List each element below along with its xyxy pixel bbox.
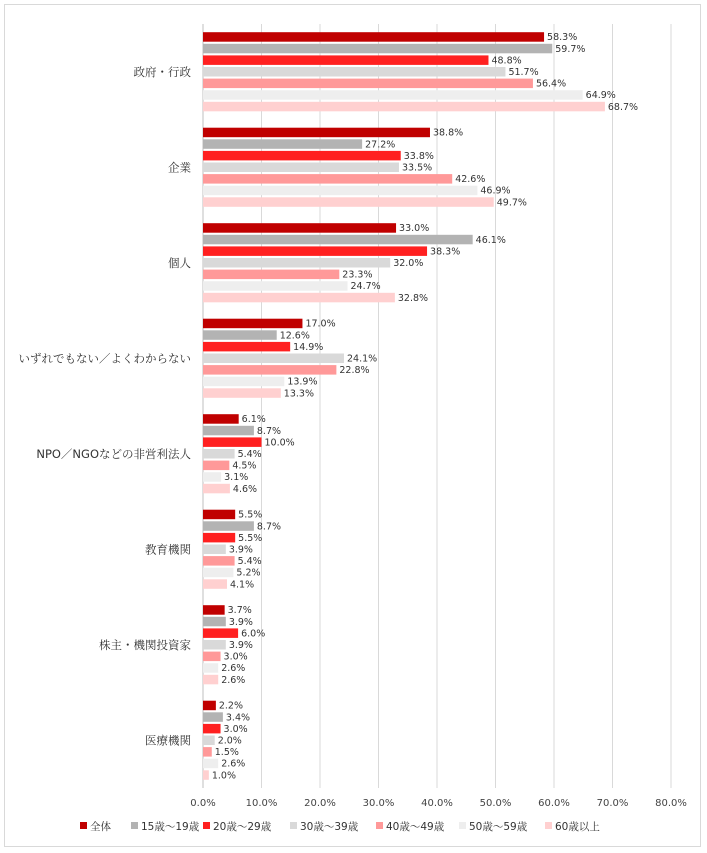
category-label: 教育機関 [145,542,191,557]
data-label: 5.5% [238,509,263,521]
bar [203,270,339,280]
legend [80,820,600,833]
bar [203,342,290,352]
legend-entry: 30歳～39歳 [300,821,359,833]
x-tick-label: 40.0% [421,798,453,809]
data-label: 3.1% [224,472,249,484]
bar [203,712,223,722]
data-label: 14.9% [293,341,324,353]
bar [203,770,209,780]
data-label: 33.5% [401,162,433,174]
data-label: 59.7% [555,43,586,55]
legend-entry: 20歳～29歳 [213,821,272,833]
data-label: 32.0% [393,258,424,269]
data-label: 48.8% [491,55,522,67]
x-tick-label: 80.0% [655,798,687,809]
bar [203,472,221,482]
category-label: 政府・行政 [133,64,191,79]
data-label: 6.0% [241,628,266,640]
bar [203,701,216,711]
bar [203,759,218,769]
data-label: 27.2% [365,139,396,151]
bar [203,235,473,245]
bar [203,281,347,291]
data-label: 2.6% [221,663,246,675]
bar [203,258,390,268]
category-label: いずれでもない／よくわからない [18,351,191,366]
data-label: 10.0% [264,437,295,449]
bar [203,319,302,329]
bar [203,449,235,459]
data-label: 8.7% [256,521,282,533]
data-label: 2.0% [217,735,242,747]
category-label: 医療機関 [145,733,191,748]
bar [203,197,494,207]
bar [203,461,229,471]
data-label: 4.6% [232,483,258,495]
data-label: 1.0% [211,770,236,782]
data-label: 8.7% [256,425,282,437]
category-label: 株主・機関投資家 [99,637,191,652]
legend-swatch [131,822,138,829]
bar [203,174,452,184]
bar [203,151,401,161]
x-tick-label: 50.0% [479,798,512,809]
x-tick-label: 20.0% [304,798,336,809]
bar [203,163,399,173]
x-tick-label: 70.0% [596,798,629,809]
bar [203,102,605,112]
data-label: 56.4% [535,78,567,90]
bar [203,617,226,627]
category-label: NPO／NGOなどの非営利法人 [36,446,191,461]
x-tick-label: 60.0% [538,798,570,809]
data-label: 64.9% [585,90,616,102]
bar [203,388,281,398]
data-label: 58.3% [547,32,578,44]
legend-swatch [459,822,466,829]
legend-entry: 50歳～59歳 [469,821,528,833]
bar [203,365,336,375]
bar [203,79,533,89]
data-label: 42.6% [455,174,486,186]
data-label: 4.5% [232,460,257,472]
data-label: 3.9% [228,640,253,651]
data-label: 5.2% [236,567,261,579]
bar [203,426,254,436]
data-label: 3.0% [223,651,248,663]
data-label: 51.7% [508,67,539,78]
bar [203,579,227,589]
data-label: 3.7% [227,605,252,617]
legend-entry: 15歳～19歳 [141,821,200,833]
data-label: 68.7% [607,101,639,113]
bar [203,293,395,303]
bar [203,545,226,555]
bar [203,223,396,233]
data-label: 5.4% [237,556,262,568]
bar [203,44,552,54]
bar [203,414,239,424]
bar [203,568,233,578]
data-label: 6.1% [241,414,266,426]
data-label: 38.8% [432,127,464,139]
bar [203,510,235,520]
x-tick-label: 0.0% [190,798,216,809]
bar [203,605,225,615]
data-label: 3.0% [223,723,248,735]
legend-swatch [290,822,297,829]
data-label: 13.9% [287,376,318,388]
data-label: 46.1% [475,234,506,246]
bar [203,437,262,447]
data-label: 2.6% [221,758,246,770]
data-label: 2.6% [221,674,246,686]
bar [203,330,277,340]
legend-swatch [545,822,552,829]
category-label: 企業 [168,160,191,175]
data-label: 3.9% [228,616,253,628]
data-label: 12.6% [279,330,310,342]
legend-entry: 40歳～49歳 [386,821,445,833]
bar [203,533,235,543]
bar [203,246,427,256]
x-tick-label: 10.0% [245,798,278,809]
bar [203,724,221,734]
bar [203,484,230,494]
legend-swatch [203,822,210,829]
data-label: 33.8% [403,150,434,162]
bar [203,663,218,673]
bar [203,139,362,149]
data-label: 24.7% [350,281,381,293]
bar [203,747,212,757]
data-label: 33.0% [399,223,430,235]
bar [203,90,583,100]
data-label: 4.1% [229,579,255,591]
bar [203,556,235,566]
bar [203,652,221,662]
data-label: 17.0% [305,318,336,330]
bar [203,521,254,531]
data-label: 22.8% [339,365,370,377]
data-label: 5.5% [238,532,263,544]
category-label: 個人 [168,255,191,270]
data-label: 38.3% [430,246,461,258]
data-label: 5.4% [237,449,262,460]
bar [203,186,477,196]
bar [203,128,430,138]
x-tick-label: 30.0% [362,798,395,809]
data-label: 23.3% [342,269,373,281]
data-label: 32.8% [397,292,429,304]
data-label: 2.2% [218,700,244,712]
data-label: 3.4% [225,712,251,724]
bar [203,67,505,77]
bar [203,640,226,650]
data-label: 1.5% [214,747,239,759]
data-label: 49.7% [496,197,527,209]
bar [203,354,344,364]
data-label: 3.9% [228,544,253,556]
bar [203,675,218,685]
data-label: 46.9% [480,185,511,197]
legend-entry: 全体 [90,821,111,833]
bar [203,32,544,42]
data-label: 13.3% [283,388,314,400]
bar [203,628,238,638]
bars [203,32,605,780]
data-label: 24.1% [346,353,378,365]
legend-swatch [80,822,87,829]
bar [203,55,488,65]
legend-swatch [376,822,383,829]
legend-entry: 60歳以上 [555,821,600,833]
bar [203,736,215,746]
bar [203,377,284,387]
